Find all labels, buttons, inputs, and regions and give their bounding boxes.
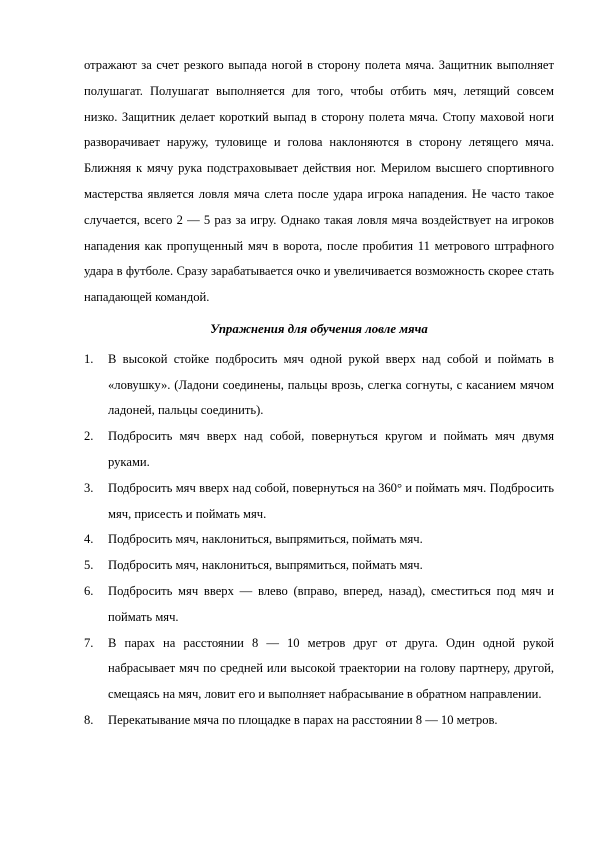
- list-item-number: 5.: [84, 558, 94, 573]
- list-item-number: 8.: [84, 712, 94, 727]
- list-item-text: Подбросить мяч, наклониться, выпрямиться, поймать мяч.: [108, 532, 423, 547]
- list-item-text: Подбросить мяч вверх над собой, повернуться на 360° и поймать мяч. Подбросить мяч, присесть и поймать мяч.: [108, 480, 554, 521]
- list-item-text: Подбросить мяч, наклониться, выпрямиться, поймать мяч.: [108, 558, 423, 573]
- list-item-number: 1.: [84, 351, 94, 366]
- section-heading: Упражнения для обучения ловле мяча: [210, 321, 428, 336]
- exercise-list: [84, 347, 554, 734]
- list-item: [84, 579, 554, 631]
- list-item-text: В высокой стойке подбросить мяч одной рукой вверх над собой и поймать в «ловушку». (Ладони соединены, пальцы врозь, слегка согнуты, с касанием мячом ладоней, пальцы соединить).: [108, 351, 554, 418]
- list-item-text: Подбросить мяч вверх над собой, повернуться кругом и поймать мяч двумя руками.: [108, 429, 554, 469]
- list-item-number: 3.: [84, 480, 94, 495]
- list-item-number: 4.: [84, 532, 94, 547]
- document-page: [84, 53, 554, 734]
- list-item-number: 7.: [84, 635, 94, 650]
- list-item-number: 6.: [84, 583, 94, 598]
- list-item: [84, 424, 554, 476]
- list-item-text: Подбросить мяч вверх — влево (вправо, вперед, назад), сместиться под мяч и поймать мяч.: [108, 583, 554, 624]
- body-paragraph: отражают за счет резкого выпада ногой в сторону полета мяча. Защитник выполняет полушагат. Полушагат выполняется для того, чтобы отбить мяч, летящий совсем низко. Защитник делает короткий выпад в сторону полета мяча. Стопу маховой ноги разворачивает наружу, туловище и голова наклоняются в сторону летящего мяча. Ближняя к мячу рука подстраховывает действия ног. Мерилом высшего спортивного мастерства является ловля мяча слета после удара игрока нападения. Не часто такое случается, всего 2 — 5 раз за игру. Однако такая ловля мяча воздействует на игроков нападения как пропущенный мяч в ворота, после пробития 11 метрового штрафного удара в футболе. Сразу зарабатывается очко и увеличивается возможность скорее стать нападающей командой.: [84, 58, 554, 305]
- list-item-number: 2.: [84, 429, 94, 444]
- list-item: [84, 347, 554, 424]
- list-item: [84, 631, 554, 708]
- list-item: [84, 476, 554, 528]
- list-item: [84, 527, 554, 553]
- list-item-text: Перекатывание мяча по площадке в парах на расстоянии 8 — 10 метров.: [108, 712, 498, 727]
- list-item: [84, 553, 554, 579]
- list-item: [84, 708, 554, 734]
- list-item-text: В парах на расстоянии 8 — 10 метров друг от друга. Один одной рукой набрасывает мяч по средней или высокой траектории на голову партнеру, другой, смещаясь на мяч, ловит его и выполняет набрасывание в обратном направлении.: [108, 635, 554, 702]
